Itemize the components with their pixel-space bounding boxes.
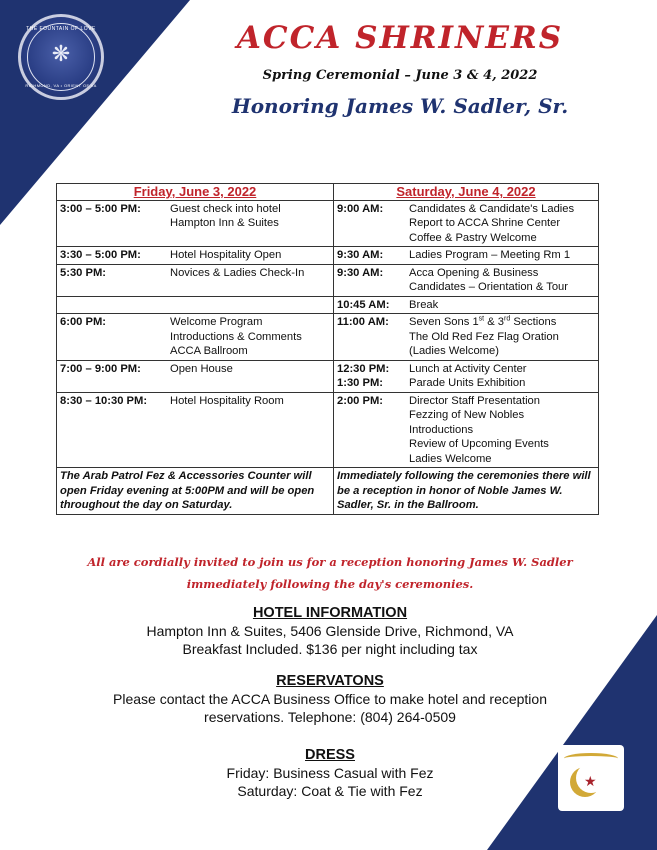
table-row: 2:00 PM: Director Staff Presentation Fezzing of New Nobles Introductions Review of Upcoming Events Ladies Welcome: [337, 394, 549, 465]
friday-cell: [57, 314, 334, 361]
hotel-section: [70, 604, 590, 658]
table-row: 3:00 – 5:00 PM: Guest check into hotel Hampton Inn & Suites: [60, 202, 281, 229]
schedule-header-row: [57, 184, 599, 201]
shriners-fountain-seal-icon: THE FOUNTAIN OF LOVE ❋ RICHMOND, VA • ORIENT OF VA: [18, 14, 104, 100]
saturday-note: Immediately following the ceremonies there will be a reception in honor of Noble James W. Sadler, Sr. in the Ballroom.: [334, 468, 599, 515]
saturday-cell: [334, 360, 599, 392]
friday-cell: [57, 392, 334, 468]
table-row: 5:30 PM: Novices & Ladies Check-In: [60, 266, 305, 279]
friday-cell: [57, 264, 334, 296]
page-title: ACCA SHRINERS: [236, 20, 564, 56]
saturday-cell: [334, 247, 599, 265]
reservations-heading: RESERVATONS: [276, 673, 384, 689]
scimitar-crescent-star-icon: ★: [558, 745, 624, 811]
friday-heading: Friday, June 3, 2022: [57, 184, 334, 201]
friday-cell: [57, 247, 334, 265]
friday-cell: [57, 200, 334, 247]
dress-line-2: Saturday: Coat & Tie with Fez: [237, 783, 423, 799]
saturday-cell: [334, 296, 599, 314]
saturday-cell: [334, 264, 599, 296]
saturday-heading: Saturday, June 4, 2022: [334, 184, 599, 201]
saturday-cell: [334, 314, 599, 361]
dress-section: [70, 746, 590, 800]
table-row: 9:30 AM: Acca Opening & Business Candidates – Orientation & Tour: [337, 266, 568, 293]
invitation-text: All are cordially invited to join us for a reception honoring James W. Sadler immediately following the day's ceremonies.: [87, 555, 573, 591]
dress-heading: DRESS: [305, 747, 355, 763]
table-row: 10:45 AM: Break: [337, 298, 439, 311]
table-row: 1:30 PM: Parade Units Exhibition: [337, 377, 526, 389]
reservations-line-2: reservations. Telephone: (804) 264-0509: [204, 709, 456, 725]
hotel-heading: HOTEL INFORMATION: [252, 605, 408, 621]
friday-note: The Arab Patrol Fez & Accessories Counter will open Friday evening at 5:00PM and will be open throughout the day on Saturday.: [57, 468, 334, 515]
honoree-line: Honoring James W. Sadler, Sr.: [231, 94, 569, 118]
schedule-table: [56, 183, 599, 515]
reservations-section: [70, 672, 590, 726]
hotel-line-2: Breakfast Included. $136 per night including tax: [182, 641, 478, 657]
table-row: 8:30 – 10:30 PM: Hotel Hospitality Room: [60, 394, 284, 407]
table-row: 7:00 – 9:00 PM: Open House: [60, 362, 233, 375]
saturday-cell: [334, 200, 599, 247]
hotel-line-1: Hampton Inn & Suites, 5406 Glenside Drive, Richmond, VA: [146, 623, 514, 639]
table-row: 12:30 PM: Lunch at Activity Center: [337, 362, 527, 375]
saturday-cell: [334, 392, 599, 468]
dress-line-1: Friday: Business Casual with Fez: [226, 765, 434, 781]
table-row: 6:00 PM: Welcome Program Introductions & Comments ACCA Ballroom: [60, 316, 302, 357]
friday-cell-empty: [57, 296, 334, 314]
friday-cell: [57, 360, 334, 392]
event-subtitle: Spring Ceremonial – June 3 & 4, 2022: [262, 68, 538, 83]
reservations-line-1: Please contact the ACCA Business Office to make hotel and reception: [113, 691, 547, 707]
table-row: 3:30 – 5:00 PM: Hotel Hospitality Open: [60, 249, 282, 261]
table-row: 9:00 AM: Candidates & Candidate's Ladies Report to ACCA Shrine Center Coffee & Pastry Welcome: [337, 202, 575, 244]
table-row: 11:00 AM: Seven Sons 1st & 3rd Sections The Old Red Fez Flag Oration (Ladies Welcome): [337, 315, 559, 357]
table-row: 9:30 AM: Ladies Program – Meeting Rm 1: [337, 249, 571, 261]
